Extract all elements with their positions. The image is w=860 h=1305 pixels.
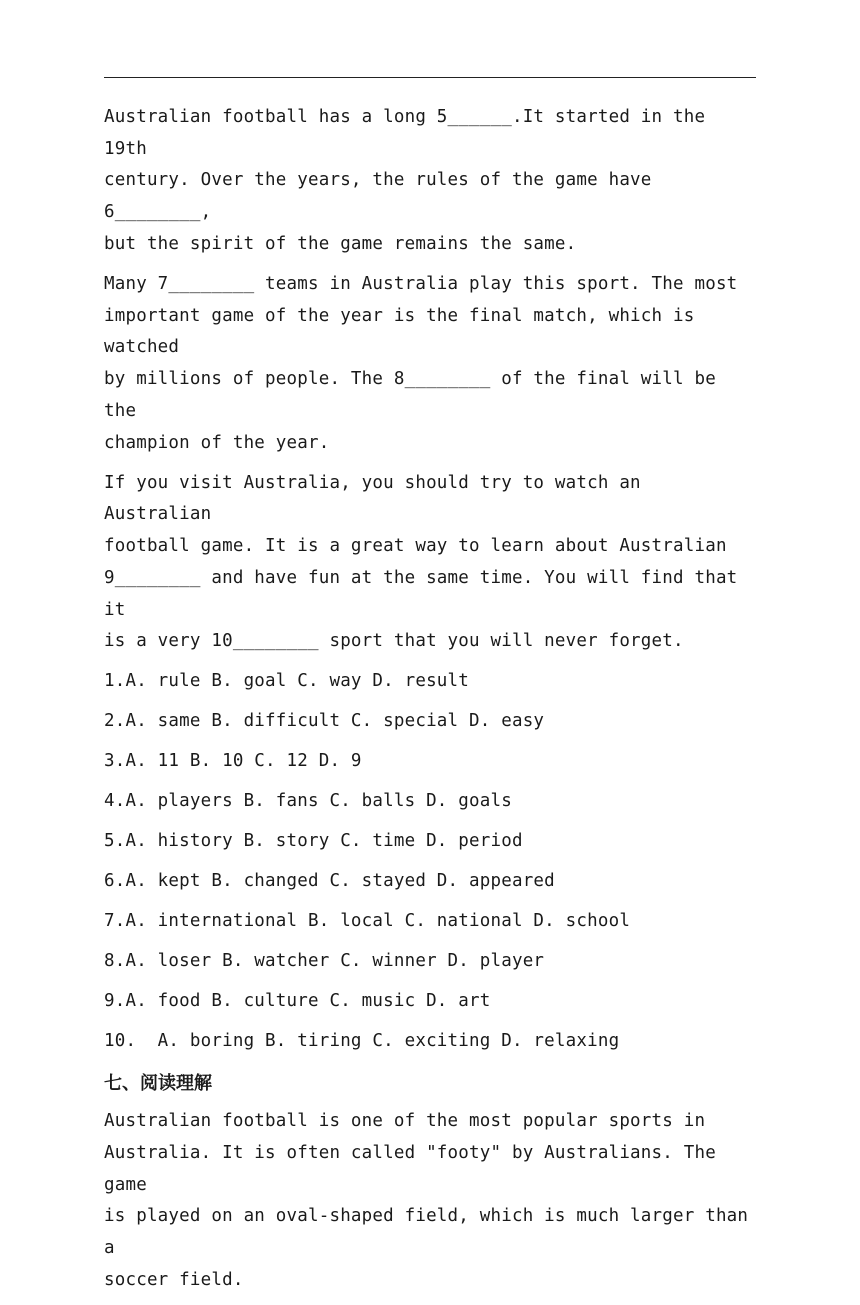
option-line-10: 10. A. boring B. tiring C. exciting D. relaxing bbox=[104, 1031, 620, 1052]
passage-paragraph-2: Many 7________ teams in Australia play this sport. The most important game of the year is the final match, which is watched by millions of people. The 8________ of the final will be the champion of the year. bbox=[104, 274, 738, 453]
option-line-1: 1.A. rule B. goal C. way D. result bbox=[104, 671, 470, 692]
section-title-reading: 七、阅读理解 bbox=[104, 1073, 212, 1095]
document-body bbox=[104, 102, 756, 1305]
passage-paragraph-3: If you visit Australia, you should try to watch an Australian football game. It is a great way to learn about Australian 9________ and have fun at the same time. You will find that it is a very 10________ sport that you will never forget. bbox=[104, 472, 738, 652]
option-line-2: 2.A. same B. difficult C. special D. easy bbox=[104, 711, 545, 732]
reading-paragraph-1: Australian football is one of the most popular sports in Australia. It is often called "footy" by Australians. The game is played on an oval-shaped field, which is much larger than a soccer field. bbox=[104, 1111, 749, 1290]
options-list bbox=[104, 666, 756, 1058]
option-line-4: 4.A. players B. fans C. balls D. goals bbox=[104, 791, 512, 812]
option-line-5: 5.A. history B. story C. time D. period bbox=[104, 831, 523, 852]
option-line-7: 7.A. international B. local C. national D. school bbox=[104, 911, 631, 932]
passage-paragraph-1: Australian football has a long 5______.It started in the 19th century. Over the years, the rules of the game have 6________, but the spirit of the game remains the same. bbox=[104, 107, 706, 254]
option-line-9: 9.A. food B. culture C. music D. art bbox=[104, 991, 491, 1012]
option-line-8: 8.A. loser B. watcher C. winner D. player bbox=[104, 951, 545, 972]
header-rule bbox=[104, 77, 756, 78]
option-line-6: 6.A. kept B. changed C. stayed D. appeared bbox=[104, 871, 555, 892]
option-line-3: 3.A. 11 B. 10 C. 12 D. 9 bbox=[104, 751, 362, 772]
